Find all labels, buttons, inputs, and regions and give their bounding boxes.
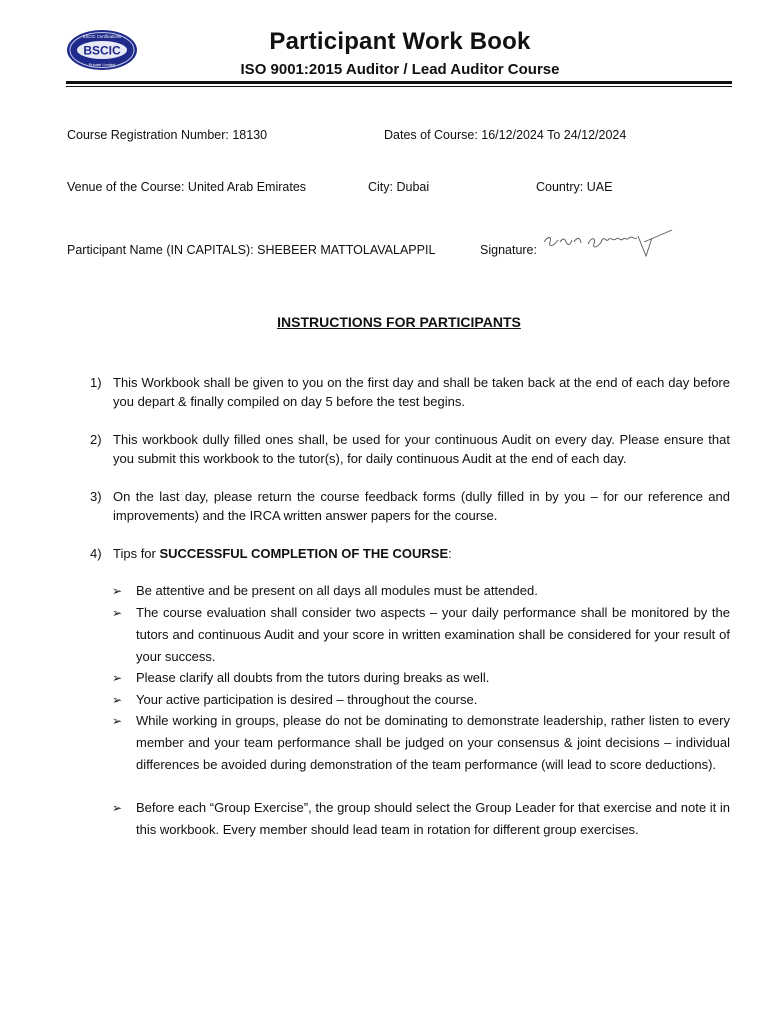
instruction-item xyxy=(90,487,730,525)
svg-text:Private Limited: Private Limited xyxy=(88,62,116,67)
header-divider-thin xyxy=(66,86,732,87)
item-text: This Workbook shall be given to you on the first day and shall be taken back at the end of each day before you depart & finally compiled on day 5 before the test begins. xyxy=(113,375,730,409)
instruction-item xyxy=(90,430,730,468)
item-text: This workbook dully filled ones shall, be used for your continuous Audit on every day. Please ensure that you submit this workbook to the tutor(s), for daily continuous Audit at the end of each day. xyxy=(113,432,730,466)
arrow-bullet-icon: ➢ xyxy=(112,671,123,685)
course-dates: Dates of Course: 16/12/2024 To 24/12/2024 xyxy=(384,128,627,142)
tip-item xyxy=(112,710,730,776)
course-venue: Venue of the Course: United Arab Emirates xyxy=(67,180,307,194)
tip-item xyxy=(112,797,730,841)
arrow-bullet-icon: ➢ xyxy=(112,606,123,620)
instruction-item xyxy=(90,373,730,411)
page-subtitle: ISO 9001:2015 Auditor / Lead Auditor Course xyxy=(240,61,560,78)
participant-name: Participant Name (IN CAPITALS): SHEBEER MATTOLAVALAPPIL xyxy=(67,243,436,257)
course-country: Country: UAE xyxy=(536,180,613,194)
tip-item xyxy=(112,667,730,689)
course-city: City: Dubai xyxy=(368,180,430,194)
arrow-bullet-icon: ➢ xyxy=(112,693,123,707)
registration-number: Course Registration Number: 18130 xyxy=(67,128,268,142)
tip-item xyxy=(112,602,730,668)
tip-text: The course evaluation shall consider two aspects – your daily performance shall be monitored by the tutors and continuous Audit and your score in written examination shall be considered for your result of your success. xyxy=(136,605,730,664)
tip-text: Before each “Group Exercise”, the group should select the Group Leader for that exercise and note it in this workbook. Every member should lead team in rotation for different group exercises. xyxy=(136,800,730,837)
instructions-heading: INSTRUCTIONS FOR PARTICIPANTS xyxy=(277,314,521,330)
arrow-bullet-icon: ➢ xyxy=(112,801,123,815)
bscic-logo xyxy=(66,29,138,71)
item-number: 3) xyxy=(90,489,102,504)
signature-label: Signature: xyxy=(480,243,537,257)
svg-text:BSCIC: BSCIC xyxy=(83,43,121,58)
item-text: On the last day, please return the course feedback forms (dully filled in by you – for our reference and improvements) and the IRCA written answer papers for the course. xyxy=(113,489,730,523)
tip-item xyxy=(112,689,730,711)
tip-text: Be attentive and be present on all days all modules must be attended. xyxy=(136,583,538,598)
svg-text:BSCIC Certifications: BSCIC Certifications xyxy=(82,34,122,39)
instruction-item xyxy=(90,544,730,563)
page-title: Participant Work Book xyxy=(269,28,531,55)
header-divider-thick xyxy=(66,81,732,84)
tip-item xyxy=(112,580,730,602)
item-text: Tips for SUCCESSFUL COMPLETION OF THE COURSE: xyxy=(113,546,452,561)
item-number: 2) xyxy=(90,432,102,447)
handwritten-signature xyxy=(540,228,680,260)
arrow-bullet-icon: ➢ xyxy=(112,714,123,728)
tip-text: Your active participation is desired – throughout the course. xyxy=(136,692,478,707)
item-number: 1) xyxy=(90,375,102,390)
item-number: 4) xyxy=(90,546,102,561)
tip-text: Please clarify all doubts from the tutors during breaks as well. xyxy=(136,670,490,685)
arrow-bullet-icon: ➢ xyxy=(112,584,123,598)
tip-text: While working in groups, please do not be dominating to demonstrate leadership, rather listen to every member and your team performance shall be judged on your consensus & joint decisions – individual differences be avoided during demonstration of the team performance (will lead to score deductions). xyxy=(136,713,730,772)
item-bold-text: SUCCESSFUL COMPLETION OF THE COURSE xyxy=(159,546,449,561)
